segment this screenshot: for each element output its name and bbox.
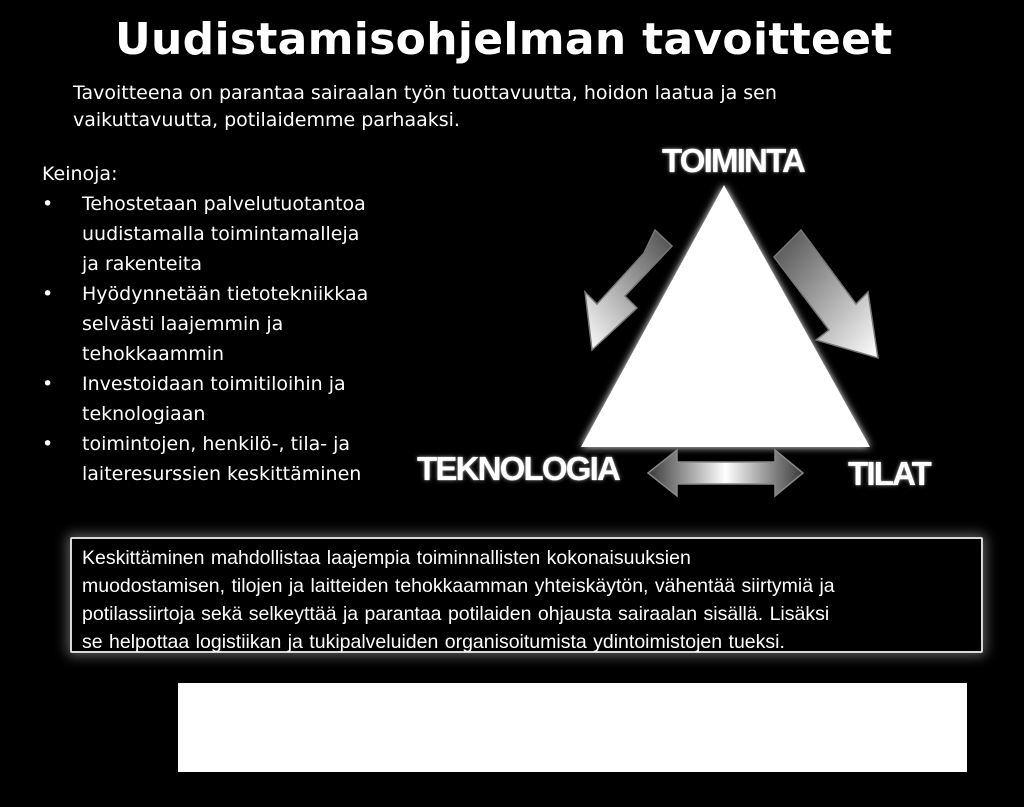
tilat-label: TILAT bbox=[848, 455, 931, 492]
double-arrow-horizontal-icon bbox=[648, 450, 803, 496]
goal-line: Tavoitteena on parantaa sairaalan työn tuottavuutta, hoidon laatua ja sen bbox=[73, 82, 777, 104]
means-item-line: Investoidaan toimitiloihin ja bbox=[82, 373, 346, 395]
bullet-icon: • bbox=[42, 373, 54, 395]
means-heading: Keinoja: bbox=[42, 163, 118, 185]
means-item-line: Tehostetaan palvelutuotantoa bbox=[82, 193, 366, 215]
means-item-line: uudistamalla toimintamalleja bbox=[82, 223, 360, 245]
summary-line: se helpottaa logistiikan ja tukipalveluiden organisoitumista ydintoimistojen tueksi. bbox=[82, 631, 785, 653]
bullet-icon: • bbox=[42, 433, 54, 455]
means-item-line: Hyödynnetään tietotekniikkaa bbox=[82, 283, 369, 305]
means-item-line: teknologiaan bbox=[82, 403, 206, 425]
summary-line: Keskittäminen mahdollistaa laajempia toiminnallisten kokonaisuuksien bbox=[82, 547, 691, 569]
means-item-line: toimintojen, henkilö-, tila- ja bbox=[82, 433, 351, 455]
means-item-line: selvästi laajemmin ja bbox=[82, 313, 284, 335]
means-item-line: ja rakenteita bbox=[82, 253, 202, 275]
page-title: Uudistamisohjelman tavoitteet bbox=[115, 14, 893, 65]
toiminta-label: TOIMINTA bbox=[662, 142, 805, 179]
goal-line: vaikuttavuutta, potilaidemme parhaaksi. bbox=[73, 109, 460, 131]
summary-line: muodostamisen, tilojen ja laitteiden tehokkaamman yhteiskäytön, vähentää siirtymiä ja bbox=[82, 575, 835, 597]
blank-panel bbox=[178, 683, 967, 772]
bullet-icon: • bbox=[42, 193, 54, 215]
summary-box bbox=[70, 537, 983, 653]
means-item-line: laiteresurssien keskittäminen bbox=[82, 463, 362, 485]
summary-line: potilassiirtoja sekä selkeyttää ja parantaa potilaiden ohjausta sairaalan sisällä. Lisäksi bbox=[82, 603, 830, 625]
bullet-icon: • bbox=[42, 283, 54, 305]
teknologia-label: TEKNOLOGIA bbox=[417, 450, 619, 487]
means-item-line: tehokkaammin bbox=[82, 343, 225, 365]
